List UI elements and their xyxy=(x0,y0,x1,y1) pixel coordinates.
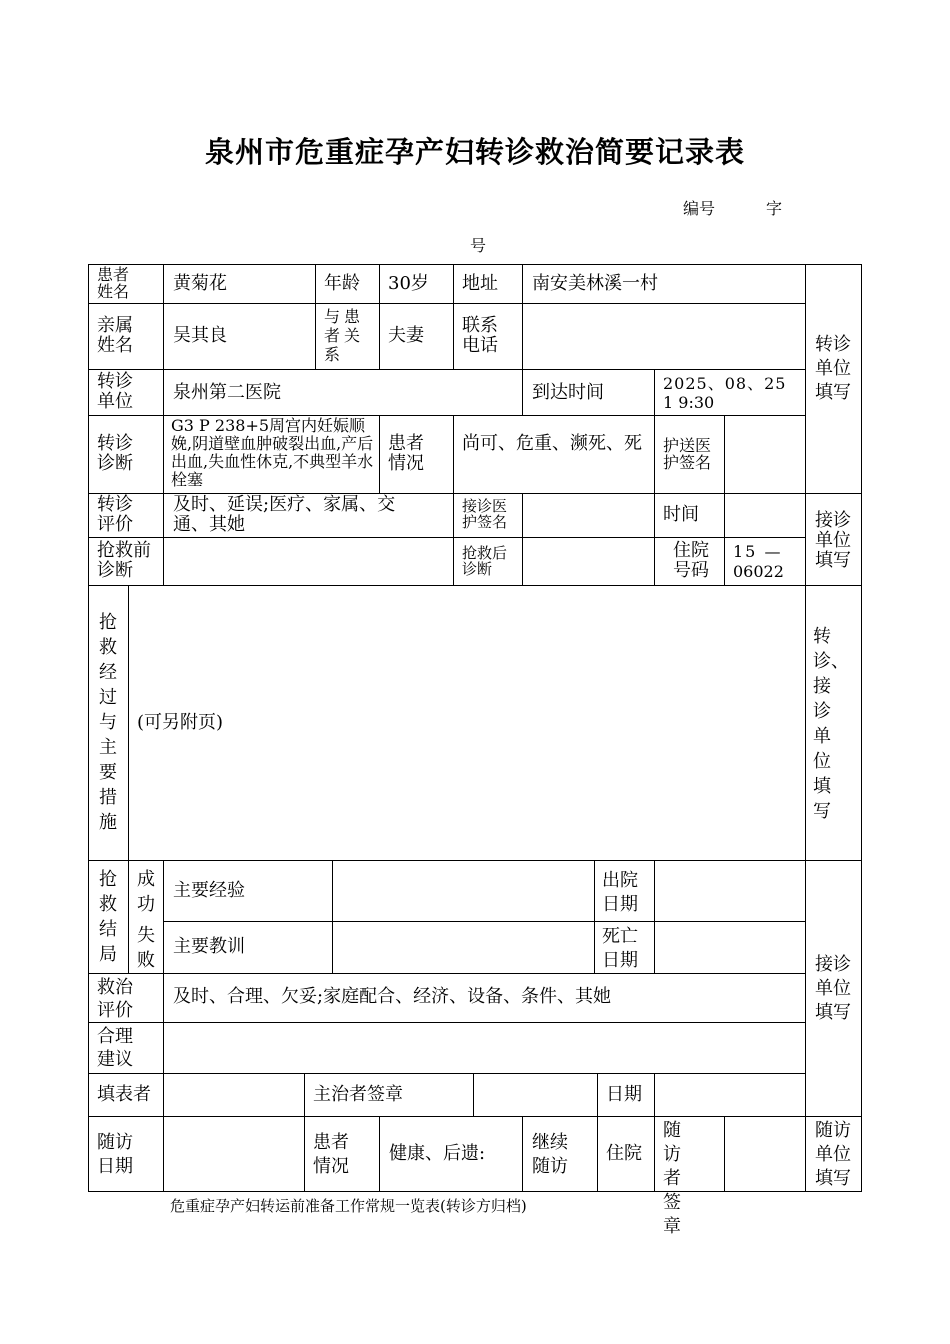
time-label: 时间 xyxy=(663,504,699,525)
discharge-date-label: 出院日期 xyxy=(602,870,638,915)
main-lesson-label: 主要教训 xyxy=(173,936,245,957)
filler-label: 填表者 xyxy=(97,1084,151,1105)
transfer-diagnosis-label: 转诊诊断 xyxy=(97,433,133,474)
continue-followup-label: 继续随访 xyxy=(532,1132,568,1177)
suggestion-label: 合理建议 xyxy=(97,1026,133,1070)
outcome-success: 成功 xyxy=(137,869,155,915)
outcome-fail: 失败 xyxy=(137,925,155,971)
number-label: 编号 xyxy=(683,199,716,218)
rescue-process-label: 抢救经过与主要措施 xyxy=(99,612,117,833)
followup-sign-label: 随访者签章 xyxy=(663,1120,695,1237)
rescue-process-note: (可另附页) xyxy=(137,712,224,733)
patient-name: 黄菊花 xyxy=(173,273,227,294)
phone-label: 联系电话 xyxy=(462,315,498,356)
address-label: 地址 xyxy=(462,273,498,294)
followup-health: 健康、后遗: xyxy=(389,1143,486,1164)
receive-sign-label: 接诊医护签名 xyxy=(462,497,508,531)
relation-label: 与患者关系 xyxy=(324,307,365,364)
post-rescue-diagnosis-label: 抢救后诊断 xyxy=(462,544,508,578)
patient-condition: 尚可、危重、濒死、死 xyxy=(462,433,642,454)
main-experience-label: 主要经验 xyxy=(173,880,245,901)
side-receive-unit-2: 接诊单位填写 xyxy=(815,954,851,1023)
patient-condition-label: 患者情况 xyxy=(388,433,424,474)
hospital-number-b: 06022 xyxy=(733,562,784,581)
pre-rescue-diagnosis-label: 抢救前诊断 xyxy=(97,540,151,581)
transfer-unit: 泉州第二医院 xyxy=(173,382,281,403)
treatment-eval-label: 救治评价 xyxy=(97,977,133,1021)
footer-note: 危重症孕产妇转运前准备工作常规一览表(转诊方归档) xyxy=(170,1197,527,1215)
followup-date-label: 随访日期 xyxy=(97,1132,133,1177)
hospital-number-a: 15 — xyxy=(733,542,783,561)
number-char-label: 字 xyxy=(766,199,783,218)
side-both-unit: 转诊、接诊单位填写 xyxy=(813,626,849,822)
age-value: 30岁 xyxy=(388,273,429,294)
death-date-label: 死亡日期 xyxy=(602,926,638,971)
arrive-time-clock: 1 9:30 xyxy=(663,393,715,412)
in-hospital-label: 住院 xyxy=(606,1143,642,1164)
address-value: 南安美林溪一村 xyxy=(532,273,658,294)
side-receive-unit: 接诊单位填写 xyxy=(815,510,851,571)
patient-name-label: 患者姓名 xyxy=(97,265,130,301)
hospital-number-label: 住院号码 xyxy=(673,540,709,581)
relative-name-label: 亲属姓名 xyxy=(97,315,133,356)
followup-condition-label: 患者情况 xyxy=(313,1132,349,1177)
relation-value: 夫妻 xyxy=(388,325,424,346)
escort-sign-label: 护送医护签名 xyxy=(663,436,712,472)
transfer-eval-label: 转诊评价 xyxy=(97,494,133,535)
transfer-diagnosis: G3 P 238+5周宫内妊娠顺娩,阴道壁血肿破裂出血,产后出血,失血性休克,不典型羊水栓塞 xyxy=(171,416,374,489)
relative-name: 吴其良 xyxy=(173,325,227,346)
page-title: 泉州市危重症孕产妇转诊救治简要记录表 xyxy=(204,135,745,169)
date-label: 日期 xyxy=(606,1084,642,1105)
treatment-eval: 及时、合理、欠妥;家庭配合、经济、设备、条件、其她 xyxy=(173,986,612,1007)
doctor-sign-label: 主治者签章 xyxy=(313,1084,403,1105)
side-transfer-unit: 转诊单位填写 xyxy=(815,334,851,403)
age-label: 年龄 xyxy=(324,273,360,294)
transfer-eval: 及时、延误;医疗、家属、交通、其她 xyxy=(173,494,396,535)
transfer-unit-label: 转诊单位 xyxy=(97,371,133,412)
arrive-time-date: 2025、08、25 xyxy=(663,374,787,393)
side-followup-unit: 随访单位填写 xyxy=(815,1120,851,1189)
outcome-label: 抢救结局 xyxy=(99,869,117,965)
number-hao-label: 号 xyxy=(470,236,487,255)
arrive-time-label: 到达时间 xyxy=(532,382,604,403)
